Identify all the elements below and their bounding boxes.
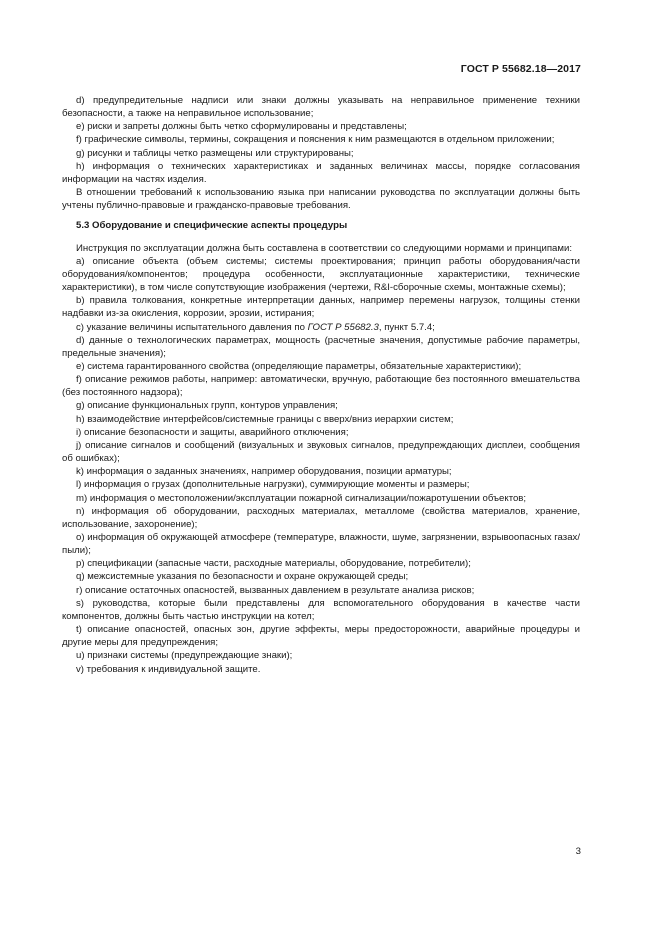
list-item: g) описание функциональных групп, контуров управления; [76,400,338,412]
list-item: o) информация об окружающей атмосфере (температуре, влажности, шуме, загрязнении, взрывоопасных газах/пыли); [62,532,580,557]
list-item: k) информация о заданных значениях, например оборудования, позиции арматуры; [76,466,452,478]
section-heading: 5.3 Оборудование и специфические аспекты процедуры [76,220,348,232]
list-item: d) предупредительные надписи или знаки должны указывать на неправильное применение техники безопасности, а также на неправильное использование; [62,95,580,120]
page-number: 3 [575,846,581,857]
list-item: g) рисунки и таблицы четко размещены или структурированы; [76,147,354,159]
document-body [62,94,580,676]
list-item: t) описание опасностей, опасных зон, другие эффекты, меры предосторожности, аварийные процедуры и другие меры для предупреждения; [62,624,580,649]
item-c-suffix: , пункт 5.7.4; [378,321,435,333]
list-item: p) спецификации (запасные части, расходные материалы, оборудование, потребители); [76,558,471,570]
list-item: v) требования к индивидуальной защите. [76,663,261,675]
list-item: j) описание сигналов и сообщений (визуальных и звуковых сигналов, предупреждающих дисплеи, сообщения об ошибках); [62,439,580,465]
list-item: a) описание объекта (объем системы; системы проектирования; принцип работы оборудования/части оборудования/компонентов; процедура особенности, эксплуатационные характеристики, технические характеристики), в том числе сопутствующие изображения (чертежи, R&I-сборочные схемы, монтажные схемы); [62,255,580,294]
standard-header: ГОСТ Р 55682.18—2017 [460,63,581,75]
list-item: h) взаимодействие интерфейсов/системные границы с вверх/вниз иерархии систем; [76,413,454,425]
list-item: r) описание остаточных опасностей, вызванных давлением в результате анализа рисков; [76,584,475,596]
standard-reference-link: ГОСТ Р 55682.3 [307,321,379,333]
list-item: n) информация об оборудовании, расходных материалах, металломе (свойства материалов, хранение, использование, захоронение); [62,505,580,530]
list-item: b) правила толкования, конкретные интерпретации данных, например перемены нагрузок, толщины стенки надбавки из-за окисления, коррозии, эрозии, истирания; [62,295,580,320]
item-c-text: c) указание величины испытательного давления по [76,321,308,333]
list-item: i) описание безопасности и защиты, аварийного отключения; [76,426,349,438]
list-item-c [62,321,580,334]
list-item: e) система гарантированного свойства (определяющие параметры, обязательные характеристики); [76,360,522,372]
list-item: d) данные о технологических параметрах, мощность (расчетные значения, допустимые рабочие параметры, предельные значения); [62,334,580,359]
list-item: l) информация о грузах (дополнительные нагрузки), суммирующие моменты и размеры; [76,479,470,491]
list-item: u) признаки системы (предупреждающие знаки); [76,650,293,662]
list-item: s) руководства, которые были представлены для вспомогательного оборудования в качестве части компонентов, должны быть частью инструкции на котел; [62,597,580,622]
paragraph-language-requirements: В отношении требований к использованию языка при написании руководства по эксплуатации должны быть учтены публично-правовые и гражданско-правовые требования. [62,187,580,212]
list-item: e) риски и запреты должны быть четко сформулированы и представлены; [76,121,407,133]
list-item: h) информация о технических характеристиках и заданных величинах массы, порядке согласования информации на частях изделия. [62,160,580,185]
list-item: q) межсистемные указания по безопасности и охране окружающей среды; [76,571,409,583]
list-item: m) информация о местоположении/эксплуатации пожарной сигнализации/пожаротушении объектов; [76,492,527,504]
section-intro: Инструкция по эксплуатации должна быть составлена в соответствии со следующими нормами и принципами: [76,242,572,254]
list-item: f) графические символы, термины, сокращения и пояснения к ним размещаются в отдельном приложении; [76,134,555,146]
list-item: f) описание режимов работы, например: автоматически, вручную, работающие без постоянного вмешательства (без постоянного надзора); [62,374,580,399]
